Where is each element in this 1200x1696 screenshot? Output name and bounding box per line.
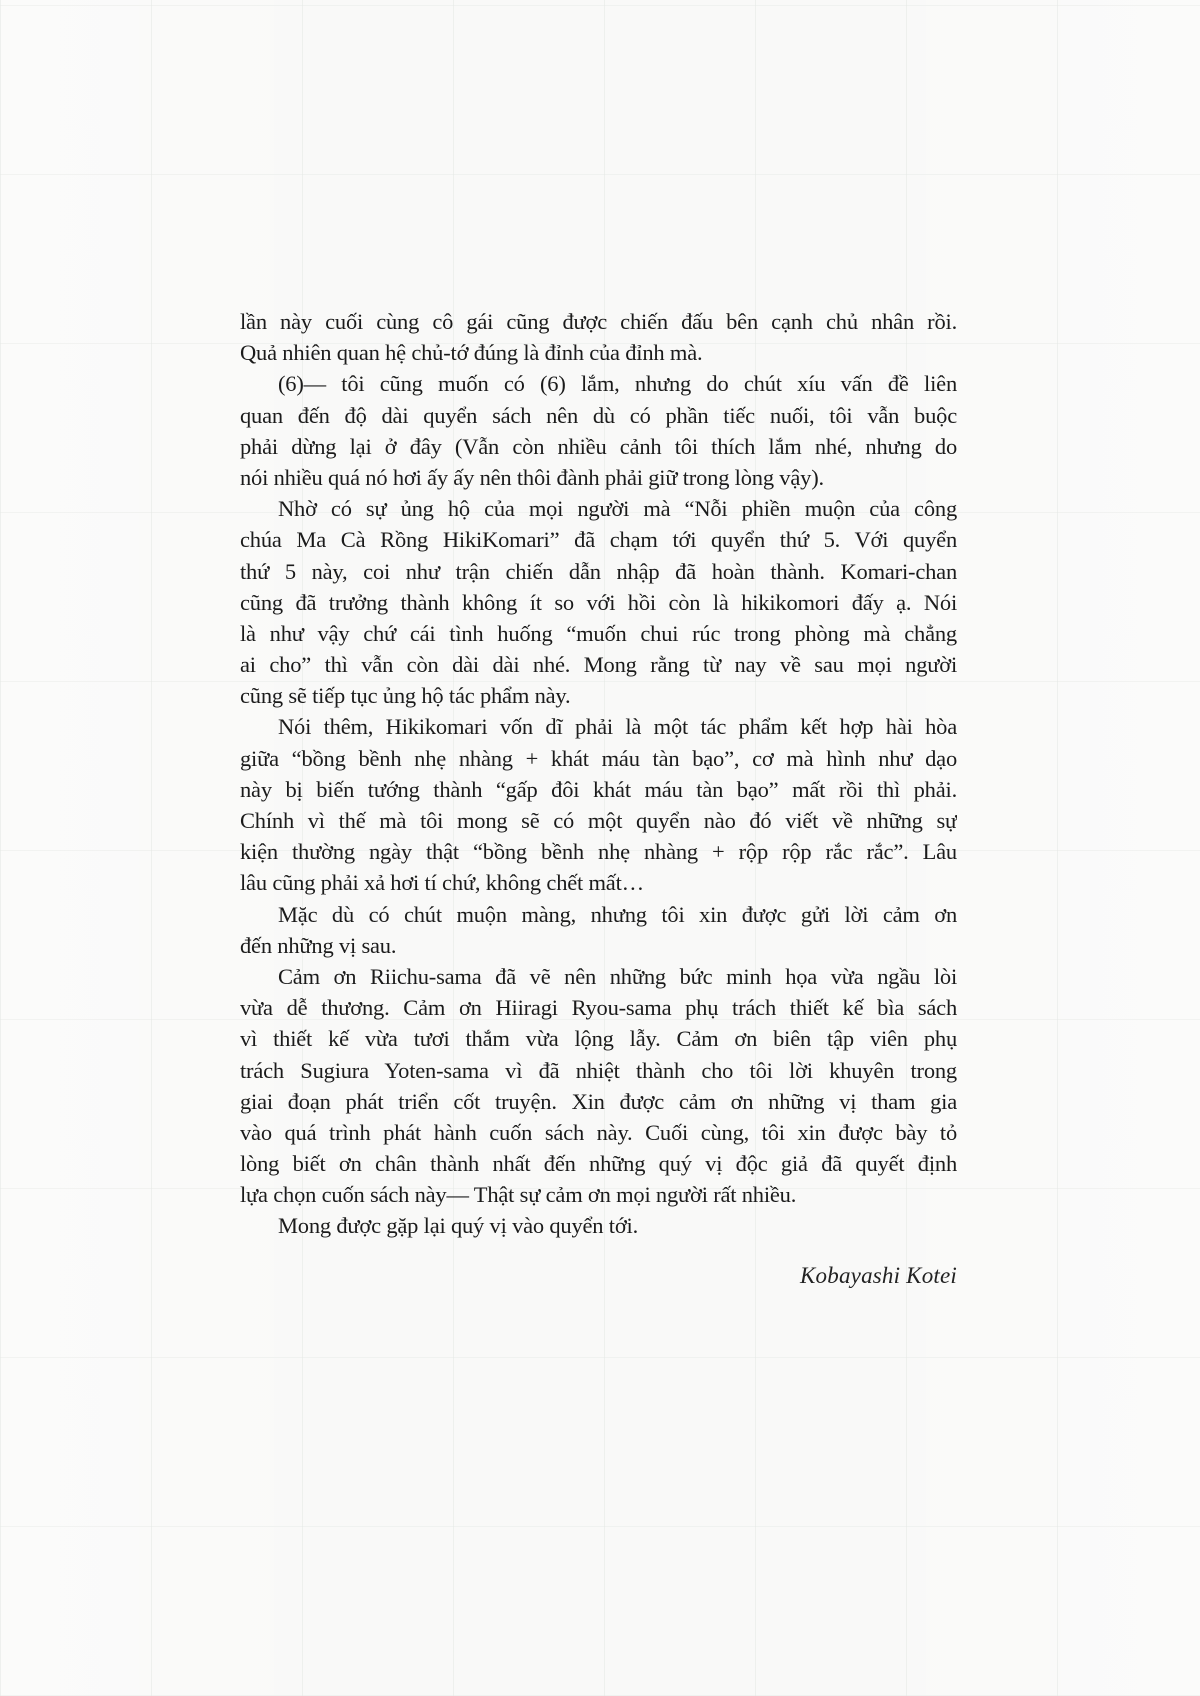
text-line: lần này cuối cùng cô gái cũng được chiến đấu bên cạnh chủ nhân rồi.	[240, 309, 957, 334]
text-line: lòng biết ơn chân thành nhất đến những quý vị độc giả đã quyết định	[240, 1151, 957, 1177]
text-line: phải dừng lại ở đây (Vẫn còn nhiều cảnh tôi thích lắm nhé, nhưng do	[240, 433, 957, 459]
text-line: Chính vì thế mà tôi mong sẽ có một quyển nào đó viết về những sự	[240, 808, 957, 833]
text-line: giai đoạn phát triển cốt truyện. Xin được cảm ơn những vị tham gia	[240, 1088, 957, 1114]
text-line: ai cho” thì vẫn còn dài dài nhé. Mong rằng từ nay về sau mọi người	[240, 652, 957, 678]
text-line: trách Sugiura Yoten-sama vì đã nhiệt thành cho tôi lời khuyên trong	[240, 1057, 957, 1083]
text-line: cũng đã trưởng thành không ít so với hồi còn là hikikomori đấy ạ. Nói	[240, 589, 957, 615]
text-line: cũng sẽ tiếp tục ủng hộ tác phẩm này.	[240, 683, 571, 709]
text-line: là như vậy chứ cái tình huống “muốn chui rúc trong phòng mà chẳng	[240, 620, 957, 646]
text-line: giữa “bồng bềnh nhẹ nhàng + khát máu tàn bạo”, cơ mà hình như dạo	[240, 745, 957, 771]
text-line: vào quá trình phát hành cuốn sách này. Cuối cùng, tôi xin được bày tỏ	[240, 1119, 957, 1145]
text-line: vì thiết kế vừa tươi thắm vừa lộng lẫy. Cảm ơn biên tập viên phụ	[240, 1026, 957, 1052]
text-line: đến những vị sau.	[240, 932, 397, 958]
text-line: chúa Ma Cà Rồng HikiKomari” đã chạm tới quyển thứ 5. Với quyển	[240, 527, 957, 553]
text-line: Quả nhiên quan hệ chủ-tớ đúng là đỉnh của đỉnh mà.	[240, 340, 703, 366]
text-line: nói nhiều quá nó hơi ấy ấy nên thôi đành phải giữ trong lòng vậy).	[240, 464, 824, 490]
text-line: lâu cũng phải xả hơi tí chứ, không chết mất…	[240, 870, 644, 896]
text-line: Mặc dù có chút muộn màng, nhưng tôi xin được gửi lời cảm ơn	[278, 901, 957, 927]
text-line: lựa chọn cuốn sách này— Thật sự cảm ơn mọi người rất nhiều.	[240, 1182, 797, 1208]
text-line: Cảm ơn Riichu-sama đã vẽ nên những bức minh họa vừa ngầu lòi	[278, 963, 957, 989]
text-line: Nói thêm, Hikikomari vốn dĩ phải là một tác phẩm kết hợp hài hòa	[278, 714, 957, 740]
text-line: vừa dễ thương. Cảm ơn Hiiragi Ryou-sama phụ trách thiết kế bìa sách	[240, 995, 957, 1021]
author-signature: Kobayashi Kotei	[800, 1263, 957, 1288]
text-line: kiện thường ngày thật “bồng bềnh nhẹ nhàng + rộp rộp rắc rắc”. Lâu	[240, 839, 957, 865]
text-line: Nhờ có sự ủng hộ của mọi người mà “Nỗi phiền muộn của công	[278, 496, 957, 522]
text-line: (6)— tôi cũng muốn có (6) lắm, nhưng do chút xíu vấn đề liên	[278, 371, 957, 397]
afterword-text	[240, 306, 957, 1242]
text-line: thứ 5 này, coi như trận chiến dẫn nhập đã hoàn thành. Komari-chan	[240, 558, 957, 584]
text-line: quan đến độ dài quyển sách nên dù có phần tiếc nuối, tôi vẫn buộc	[240, 402, 957, 428]
text-line: Mong được gặp lại quý vị vào quyển tới.	[278, 1213, 639, 1239]
text-line: này bị biến tướng thành “gấp đôi khát máu tàn bạo” mất rồi thì phải.	[240, 776, 957, 802]
